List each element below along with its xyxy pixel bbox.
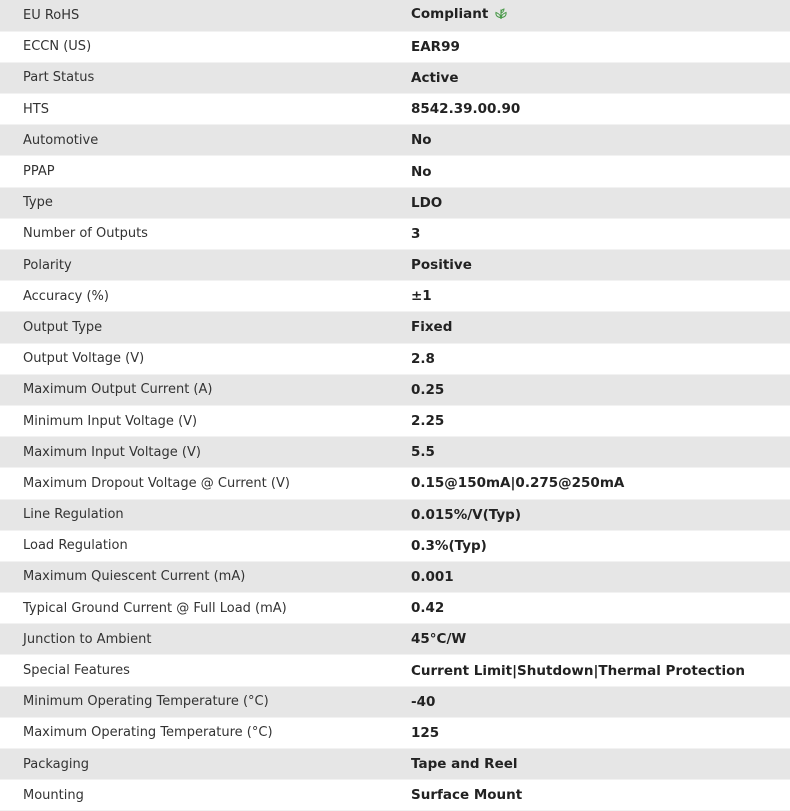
spec-label: Load Regulation — [0, 530, 387, 561]
spec-value: 3 — [387, 218, 790, 249]
spec-value: 0.3%(Typ) — [387, 530, 790, 561]
spec-row-max-dropout-voltage — [0, 468, 790, 499]
spec-row-accuracy — [0, 281, 790, 312]
spec-value: 0.015%/V(Typ) — [387, 499, 790, 530]
spec-value: Active — [387, 62, 790, 93]
spec-value: 8542.39.00.90 — [387, 94, 790, 125]
spec-value: 125 — [387, 717, 790, 748]
spec-value: 2.25 — [387, 405, 790, 436]
leaf-icon — [494, 8, 508, 24]
spec-value: 0.001 — [387, 561, 790, 592]
spec-row-min-input-voltage — [0, 405, 790, 436]
spec-value: 2.8 — [387, 343, 790, 374]
spec-value: Fixed — [387, 312, 790, 343]
spec-value: -40 — [387, 686, 790, 717]
spec-label: Accuracy (%) — [0, 281, 387, 312]
spec-value: No — [387, 125, 790, 156]
spec-row-number-of-outputs — [0, 218, 790, 249]
spec-label: Minimum Input Voltage (V) — [0, 405, 387, 436]
spec-row-eccn — [0, 31, 790, 62]
spec-row-mounting — [0, 780, 790, 811]
spec-row-load-regulation — [0, 530, 790, 561]
spec-label: Automotive — [0, 125, 387, 156]
spec-row-line-regulation — [0, 499, 790, 530]
spec-row-max-quiescent-current — [0, 561, 790, 592]
spec-label: HTS — [0, 94, 387, 125]
spec-label: Maximum Operating Temperature (°C) — [0, 717, 387, 748]
spec-label: Polarity — [0, 250, 387, 281]
spec-row-automotive — [0, 125, 790, 156]
spec-row-max-operating-temp — [0, 717, 790, 748]
spec-row-output-voltage — [0, 343, 790, 374]
spec-value: Surface Mount — [387, 780, 790, 811]
spec-row-hts — [0, 94, 790, 125]
spec-row-type — [0, 187, 790, 218]
spec-row-eu-rohs — [0, 0, 790, 31]
spec-label: Maximum Quiescent Current (mA) — [0, 561, 387, 592]
spec-value: 0.42 — [387, 593, 790, 624]
spec-label: EU RoHS — [0, 0, 387, 31]
spec-value-cell — [387, 0, 790, 31]
spec-row-min-operating-temp — [0, 686, 790, 717]
spec-value: EAR99 — [387, 31, 790, 62]
spec-label: Type — [0, 187, 387, 218]
spec-value: Current Limit|Shutdown|Thermal Protection — [387, 655, 790, 686]
spec-value: ±1 — [387, 281, 790, 312]
spec-label: Mounting — [0, 780, 387, 811]
spec-label: Junction to Ambient — [0, 624, 387, 655]
spec-row-max-output-current — [0, 374, 790, 405]
spec-value: 45°C/W — [387, 624, 790, 655]
spec-label: Packaging — [0, 749, 387, 780]
spec-value: Tape and Reel — [387, 749, 790, 780]
spec-label: Output Type — [0, 312, 387, 343]
spec-label: Minimum Operating Temperature (°C) — [0, 686, 387, 717]
spec-row-packaging — [0, 749, 790, 780]
spec-label: Line Regulation — [0, 499, 387, 530]
spec-value: 0.25 — [387, 374, 790, 405]
spec-row-max-input-voltage — [0, 437, 790, 468]
spec-value: 5.5 — [387, 437, 790, 468]
spec-value: LDO — [387, 187, 790, 218]
spec-value: Positive — [387, 250, 790, 281]
spec-row-part-status — [0, 62, 790, 93]
spec-label: Maximum Input Voltage (V) — [0, 437, 387, 468]
spec-row-polarity — [0, 250, 790, 281]
spec-label: Output Voltage (V) — [0, 343, 387, 374]
spec-label: Part Status — [0, 62, 387, 93]
spec-label: PPAP — [0, 156, 387, 187]
spec-row-output-type — [0, 312, 790, 343]
spec-label: Typical Ground Current @ Full Load (mA) — [0, 593, 387, 624]
spec-label: Number of Outputs — [0, 218, 387, 249]
spec-label: Special Features — [0, 655, 387, 686]
spec-value: No — [387, 156, 790, 187]
spec-row-junction-to-ambient — [0, 624, 790, 655]
spec-row-ppap — [0, 156, 790, 187]
spec-label: Maximum Dropout Voltage @ Current (V) — [0, 468, 387, 499]
spec-value: 0.15@150mA|0.275@250mA — [387, 468, 790, 499]
spec-label: ECCN (US) — [0, 31, 387, 62]
spec-row-ground-current — [0, 593, 790, 624]
spec-label: Maximum Output Current (A) — [0, 374, 387, 405]
spec-row-special-features — [0, 655, 790, 686]
spec-value: Compliant — [411, 6, 489, 23]
